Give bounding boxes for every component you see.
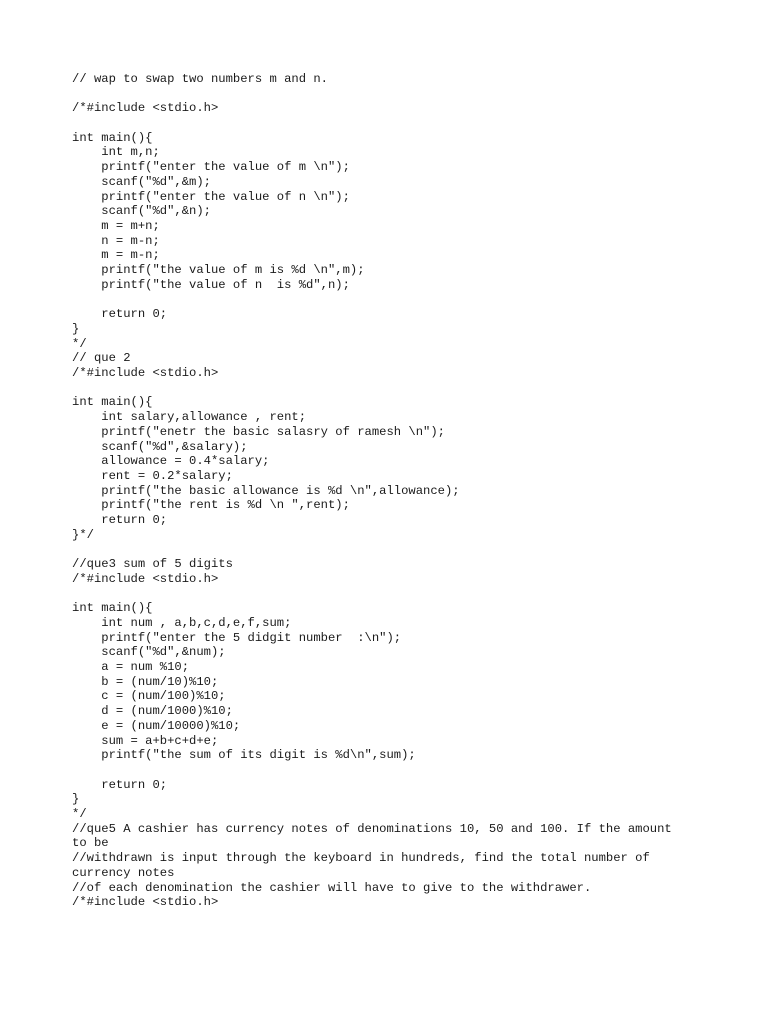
code-line bbox=[72, 381, 732, 396]
code-line: scanf("%d",&num); bbox=[72, 645, 226, 660]
code-line: printf("the rent is %d \n ",rent); bbox=[72, 498, 350, 513]
code-line: /*#include <stdio.h> bbox=[72, 895, 219, 910]
code-line: printf("enter the 5 didgit number :\n"); bbox=[72, 630, 402, 645]
code-line: m = m+n; bbox=[72, 219, 160, 233]
code-line: //withdrawn is input through the keyboard in hundreds, find the total number of bbox=[72, 851, 650, 866]
code-line: //que3 sum of 5 digits bbox=[72, 557, 233, 572]
code-line: printf("the value of m is %d \n",m); bbox=[72, 263, 365, 278]
code-line: int m,n; bbox=[72, 145, 160, 160]
code-line: */ bbox=[72, 807, 87, 822]
code-line: d = (num/1000)%10; bbox=[72, 704, 233, 719]
code-line: scanf("%d",&n); bbox=[72, 204, 211, 219]
code-line: int main(){ bbox=[72, 601, 153, 616]
code-line: scanf("%d",&m); bbox=[72, 174, 211, 189]
code-line: m = m-n; bbox=[72, 248, 160, 263]
code-line: // wap to swap two numbers m and n. bbox=[72, 72, 328, 86]
code-line: // que 2 bbox=[72, 351, 131, 366]
code-line: printf("the value of n is %d",n); bbox=[72, 277, 350, 292]
code-line: to be bbox=[72, 836, 109, 851]
code-line: c = (num/100)%10; bbox=[72, 689, 226, 704]
code-line: return 0; bbox=[72, 307, 168, 322]
code-line: /*#include <stdio.h> bbox=[72, 101, 219, 116]
code-line: rent = 0.2*salary; bbox=[72, 468, 233, 483]
code-line: n = m-n; bbox=[72, 233, 160, 248]
code-line: printf("the sum of its digit is %d\n",sum); bbox=[72, 748, 416, 763]
code-line bbox=[72, 87, 732, 102]
code-line bbox=[72, 763, 732, 778]
code-line: /*#include <stdio.h> bbox=[72, 571, 219, 586]
code-line: int main(){ bbox=[72, 395, 153, 410]
code-line: } bbox=[72, 321, 80, 336]
code-line: printf("enter the value of m \n"); bbox=[72, 160, 350, 175]
code-line: currency notes bbox=[72, 865, 175, 880]
code-line bbox=[72, 293, 732, 308]
code-line: allowance = 0.4*salary; bbox=[72, 454, 270, 469]
code-line: } bbox=[72, 792, 80, 807]
code-line: return 0; bbox=[72, 513, 168, 528]
code-line bbox=[72, 116, 732, 131]
code-line: */ bbox=[72, 336, 87, 351]
code-line: //of each denomination the cashier will have to give to the withdrawer. bbox=[72, 880, 592, 895]
code-line: sum = a+b+c+d+e; bbox=[72, 733, 219, 748]
code-line: //que5 A cashier has currency notes of denominations 10, 50 and 100. If the amount bbox=[72, 821, 672, 836]
code-line: int num , a,b,c,d,e,f,sum; bbox=[72, 615, 292, 630]
code-line bbox=[72, 542, 732, 557]
code-line: return 0; bbox=[72, 777, 168, 792]
code-line: b = (num/10)%10; bbox=[72, 674, 219, 689]
code-line: printf("enetr the basic salasry of ramesh \n"); bbox=[72, 424, 445, 439]
code-listing bbox=[72, 72, 732, 925]
code-line bbox=[72, 587, 732, 602]
code-line: int main(){ bbox=[72, 130, 153, 145]
code-line: printf("the basic allowance is %d \n",allowance); bbox=[72, 483, 460, 498]
code-line: scanf("%d",&salary); bbox=[72, 439, 248, 454]
code-line: e = (num/10000)%10; bbox=[72, 718, 241, 733]
code-line: printf("enter the value of n \n"); bbox=[72, 189, 350, 204]
code-line: }*/ bbox=[72, 527, 94, 542]
code-line: /*#include <stdio.h> bbox=[72, 366, 219, 381]
code-line: int salary,allowance , rent; bbox=[72, 410, 307, 425]
code-line bbox=[72, 910, 732, 925]
code-line: a = num %10; bbox=[72, 660, 190, 675]
